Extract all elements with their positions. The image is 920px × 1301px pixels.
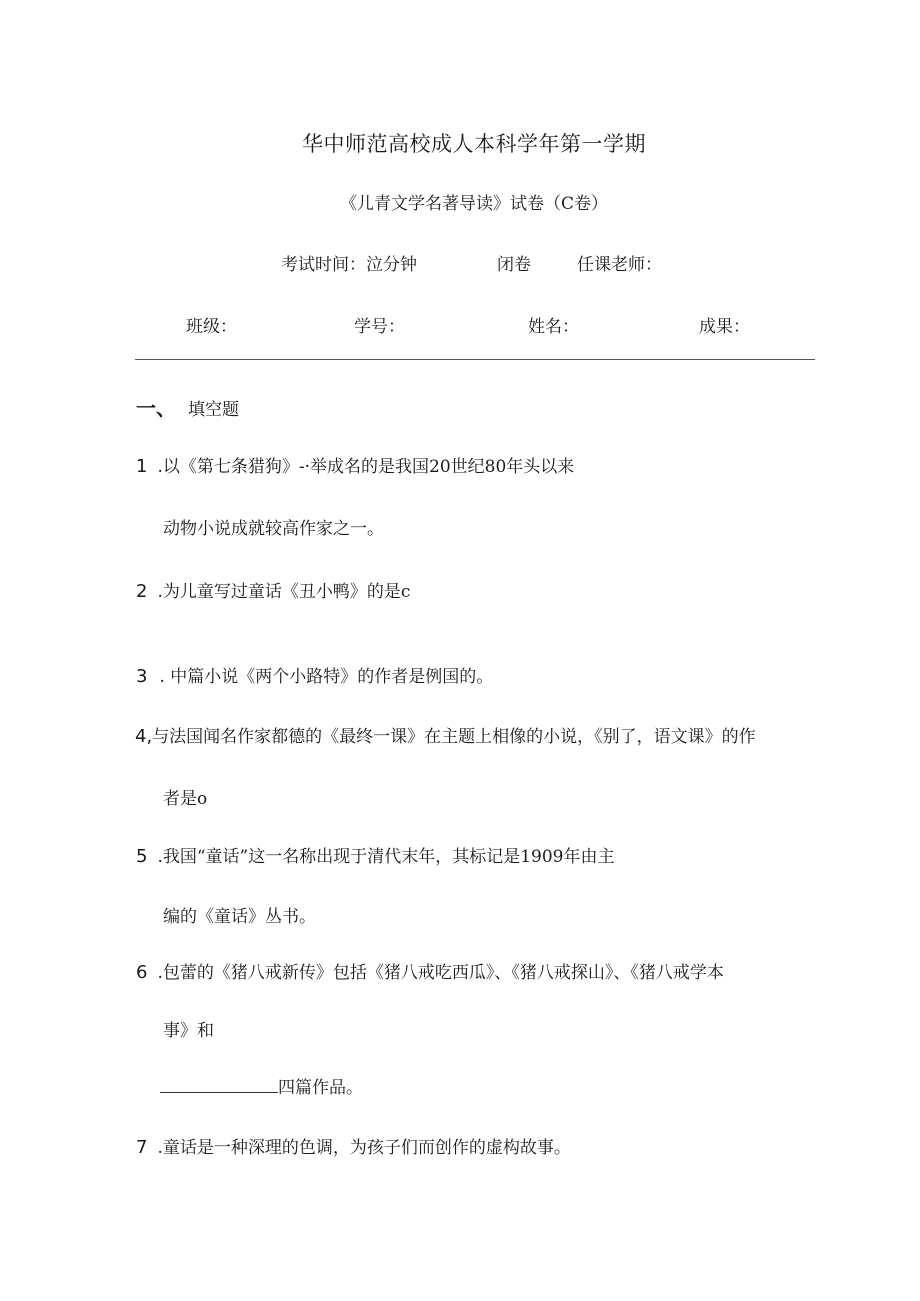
question-number: 1 bbox=[136, 456, 148, 477]
question-5-continued: 编的《童话》丛书。 bbox=[163, 907, 316, 927]
question-text: . 中篇小说《两个小路特》的作者是例国的。 bbox=[159, 667, 494, 687]
question-number: 7 bbox=[136, 1137, 148, 1158]
question-3 bbox=[136, 662, 493, 687]
question-6-line3 bbox=[160, 1073, 363, 1098]
exam-subtitle: 《儿青文学名著导读》试卷（C卷） bbox=[339, 194, 608, 214]
student-id-label: 学号： bbox=[354, 317, 405, 337]
teacher-label: 任课老师： bbox=[577, 255, 662, 275]
class-label: 班级： bbox=[186, 317, 237, 337]
score-label: 成果： bbox=[699, 317, 750, 337]
question-4 bbox=[135, 722, 756, 747]
question-number: 6 bbox=[136, 962, 148, 983]
question-5 bbox=[136, 842, 615, 867]
question-7 bbox=[136, 1133, 571, 1158]
answer-blank bbox=[160, 1076, 278, 1093]
question-1 bbox=[136, 452, 574, 477]
question-number: 5 bbox=[136, 846, 148, 867]
question-number: 4, bbox=[135, 726, 153, 747]
question-text: 四篇作品。 bbox=[278, 1078, 363, 1098]
exam-title: 华中师范高校成人本科学年第一学期 bbox=[302, 132, 646, 156]
exam-time: 考试时间：泣分钟 bbox=[281, 255, 417, 275]
question-text: .以《第七条猎狗》-·举成名的是我国20世纪80年头以来 bbox=[157, 457, 575, 477]
question-text: .包蕾的《猪八戒新传》包括《猪八戒吃西瓜》、《猪八戒探山》、《猪八戒学本 bbox=[157, 963, 724, 983]
exam-type: 闭卷 bbox=[497, 255, 531, 275]
question-6 bbox=[136, 958, 724, 983]
question-4-continued: 者是o bbox=[163, 789, 208, 809]
question-text: .童话是一种深理的色调，为孩子们而创作的虚构故事。 bbox=[157, 1138, 571, 1158]
section-title: 填空题 bbox=[188, 400, 239, 420]
question-number: 2 bbox=[136, 581, 148, 602]
question-text: 与法国闻名作家都德的《最终一课》在主题上相像的小说，《别了，语文课》的作 bbox=[152, 727, 756, 747]
question-2 bbox=[136, 577, 410, 602]
section-number: 一、 bbox=[136, 396, 176, 420]
question-1-continued: 动物小说成就较高作家之一。 bbox=[163, 519, 384, 539]
section-heading bbox=[136, 392, 239, 421]
question-text: .为儿童写过童话《丑小鸭》的是c bbox=[157, 582, 411, 602]
header-divider bbox=[135, 359, 815, 360]
question-number: 3 bbox=[136, 666, 148, 687]
question-6-continued: 事》和 bbox=[163, 1021, 214, 1041]
question-text: .我国“童话”这一名称出现于清代末年，其标记是1909年由主 bbox=[157, 847, 615, 867]
name-label: 姓名： bbox=[528, 317, 579, 337]
